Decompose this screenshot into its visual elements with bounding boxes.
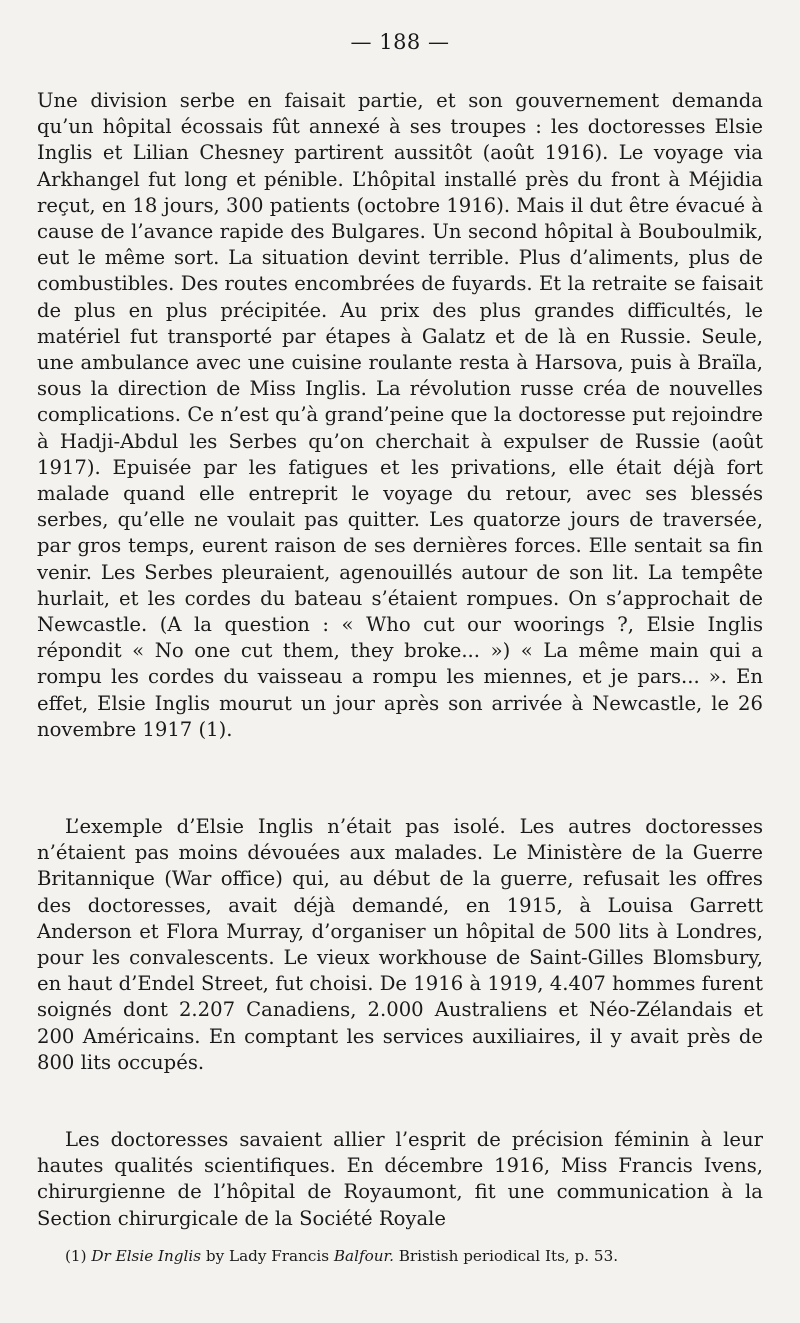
paragraph-text: Une division serbe en faisait partie, et son gouvernement demanda qu’un hôpital écossais fût annexé à ses troupes : les doctoresses Elsie Inglis et Lilian Chesney partirent aussitôt (août 1916). Le voyage via Arkhangel fut long et pénible. L’hôpital installé près du front à Méjidia reçut, en 18 jours, 300 patients (octobre 1916). Mais il dut être évacué à cause de l’avance rapide des Bulgares. Un second hôpital à Bouboulmik, eut le même sort. La situation devint terrible. Plus d’aliments, plus de combustibles. Des routes encombrées de fuyards. Et la retraite se faisait de plus en plus précipitée. Au prix des plus grandes difficultés, le matériel fut transporté par étapes à Galatz et de là en Russie. Seule, une ambulance avec une cuisine roulante resta à Harsova, puis à Braïla, sous la direction de Miss Inglis. La révolution russe créa de nouvelles complications. Ce n’est qu’à grand’peine que la doctoresse put rejoindre à Hadji-Abdul les Serbes qu’on cherchait à expulser de Russie (août 1917). Epuisée par les fatigues et les privations, elle était déjà fort malade quand elle entreprit le voyage du retour, avec ses blessés serbes, qu’elle ne voulait pas quitter. Les quatorze jours de traversée, par gros temps, eurent raison de ses dernières forces. Elle sentait sa fin venir. Les Serbes pleuraient, agenouillés autour de son lit. La tempête hurlait, et les cordes du bateau s’étaient rompues. On s’approchait de Newcastle. (A la question : « Who cut our woorings ?, Elsie Inglis répondit « No one cut them, they broke... ») « La même main qui a rompu les cordes du vaisseau a rompu les miennes, et je pars... ». En effet, Elsie Inglis mourut un jour après son arrivée à Newcastle, le 26 novembre 1917 (1).: [37, 89, 763, 741]
footnote-marker: (1): [65, 1247, 87, 1265]
footnote-author: Balfour.: [333, 1247, 394, 1265]
body-paragraph-3: [37, 1127, 763, 1232]
footnote-rest: Bristish periodical Its, p. 53.: [398, 1247, 619, 1265]
paragraph-text: Les doctoresses savaient allier l’esprit de précision féminin à leur hautes qualités scientifiques. En décembre 1916, Miss Francis Ivens, chirurgienne de l’hôpital de Royaumont, fit une communication à la Section chirurgicale de la Société Royale: [37, 1128, 763, 1230]
body-paragraph-2: [37, 814, 763, 1076]
page-number: — 188 —: [350, 30, 450, 54]
footnote-title: Dr Elsie Inglis: [91, 1247, 202, 1265]
footnote: [37, 1247, 763, 1266]
paragraph-text: L’exemple d’Elsie Inglis n’était pas isolé. Les autres doctoresses n’étaient pas moins dévouées aux malades. Le Ministère de la Guerre Britannique (War office) qui, au début de la guerre, refusait les offres des doctoresses, avait déjà demandé, en 1915, à Louisa Garrett Anderson et Flora Murray, d’organiser un hôpital de 500 lits à Londres, pour les convalescents. Le vieux workhouse de Saint-Gilles Blomsbury, en haut d’Endel Street, fut choisi. De 1916 à 1919, 4.407 hommes furent soignés dont 2.207 Canadiens, 2.000 Australiens et Néo-Zélandais et 200 Américains. En comptant les services auxiliaires, il y avait près de 800 lits occupés.: [37, 815, 763, 1074]
body-paragraph-1: [37, 88, 763, 743]
footnote-by: by Lady Francis: [205, 1247, 330, 1265]
